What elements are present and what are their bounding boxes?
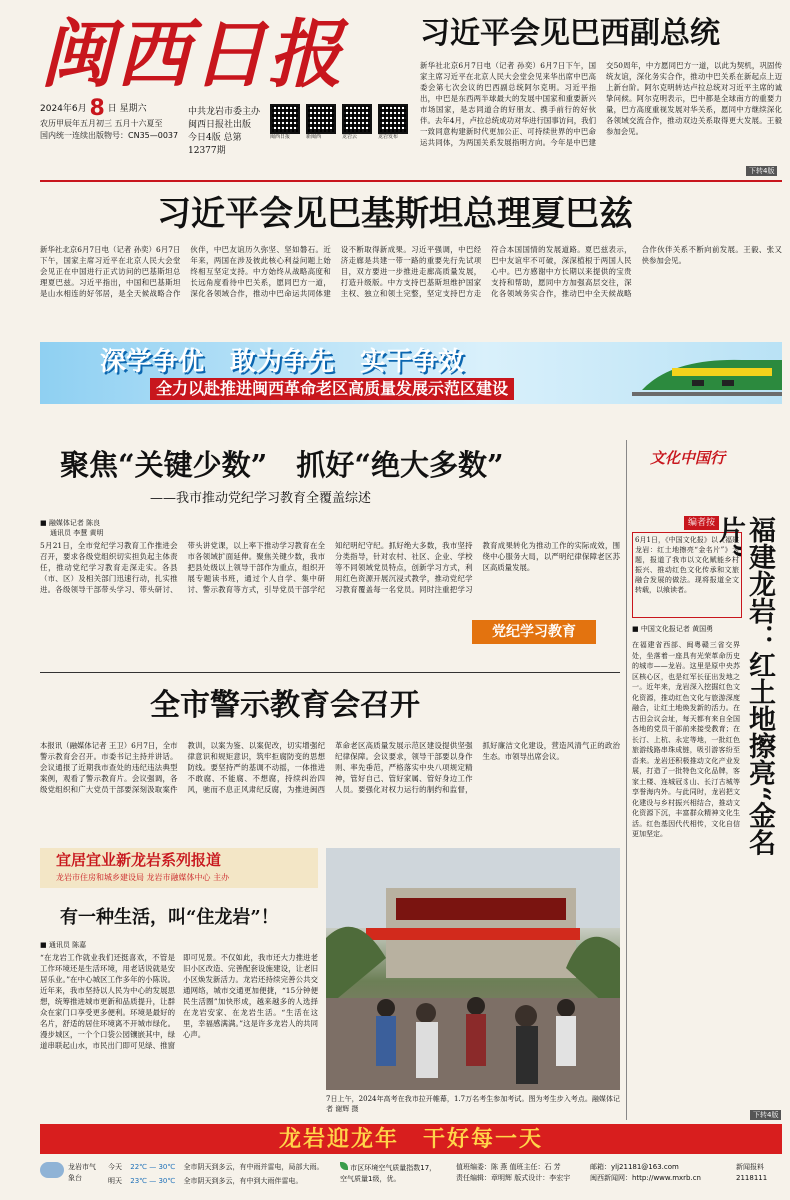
banner-line-2: 全力以赴推进闽西革命老区高质量发展示范区建设 [150, 378, 514, 400]
meeting-headline[interactable]: 全市警示教育会召开 [150, 688, 420, 723]
date-day: 8 [89, 96, 105, 121]
series-body [40, 952, 318, 1112]
editor-line-1: 值班编委：陈 燕 值班主任：石 芳 [456, 1163, 561, 1171]
sidebar-source: ■ 中国文化报记者 黄国勇 [632, 625, 714, 633]
qr-label: 闽西日报 [270, 134, 291, 140]
sidebar-body-text: 在福建省西部、闽粤赣三省交界处，坐落着一座具有光荣革命历史的城市——龙岩。这里是原中央苏区核心区，也是红军长征出发地之一。近年来，龙岩深入挖掘红色文化资源，推动红色文化与旅游深度融合，让红土地焕发新的活力。在古田会议会址，每天都有来自全国各地的党员干部前来接受教育；在长汀、上杭、永定等地，一批红色旅游线路串珠成链，吸引游客纷至沓来。龙岩还积极推动文化产业发展，打造了一批特色文化品牌，客家土楼、连城冠豸山、长汀古城等享誉海内外。与此同时，龙岩把文化建设与乡村振兴相结合，推动文化资源下沉，丰富群众精神文化生活。红色基因代代相传，文化自信更加坚定。 [632, 641, 740, 838]
series-box [40, 848, 318, 888]
qr-code-icon [270, 104, 300, 134]
top-story-headline[interactable]: 习近平会见巴西副总统 [420, 16, 720, 51]
weather-tomorrow-row [108, 1176, 302, 1187]
leaf-icon [340, 1162, 348, 1170]
editor-info [456, 1162, 586, 1184]
feature-text: 5月21日，全市党纪学习教育工作推进会召开，要求各级党组织切实担负起主体责任，推动党纪学习教育走深走实。各县（市、区）及相关部门迅速行动，扎实推进。各级领导干部带头学习、带头研讨、带头讲党课，以上率下推动学习教育在全市各领域扩面延伸。聚焦关键少数，我市把县处级以上领导干部作为重点，组织开展专题读书班，通过个人自学、集中研讨、警示教育等方式，引导党员干部学纪知纪明纪守纪。抓好绝大多数，我市坚持分类指导，针对农村、社区、企业、学校等不同领域党员特点，创新学习方式，利用红色资源开展沉浸式教学，推动党纪学习教育覆盖每一名党员。同时注重把学习教育成果转化为推动工作的实际成效，围绕中心服务大局，以严明纪律保障老区苏区高质量发展。 [40, 541, 620, 594]
byline-reporter: ■ 融媒体记者 陈良 [40, 519, 101, 527]
hotline-number[interactable]: 2118111 [736, 1174, 768, 1182]
meeting-body [40, 740, 620, 836]
sidebar-title[interactable]: 福建龙岩：红土地擦亮“金名片” [714, 516, 775, 856]
feature-headline[interactable]: 聚焦“关键少数” 抓好“绝大多数” [60, 448, 504, 482]
story-two-headline[interactable]: 习近平会见巴基斯坦总理夏巴兹 [157, 194, 633, 234]
top-story-continued[interactable]: 下转4版 [746, 166, 777, 176]
feature-subhead: ——我市推动党纪学习教育全覆盖综述 [150, 491, 372, 506]
series-sponsors: 龙岩市住房和城乡建设局 龙岩市融媒体中心 主办 [56, 873, 230, 882]
editor-note-tag: 编者按 [684, 516, 719, 530]
issn: 国内统一连续出版物号：CN35—0037 [40, 131, 179, 140]
qr-code-icon [306, 104, 336, 134]
series-headline[interactable]: 有一种生活，叫“住龙岩”！ [60, 907, 279, 928]
series-text: “在龙岩工作就业我们还挺喜欢，不管是工作环境还是生活环境，用老话说就是安居乐业。”在中心城区工作多年的小陈说。近年来，我市坚持以人民为中心的发展思想，统筹推进城市更新和品质提升，让群众在家门口享受更多便利。环境是最好的名片，舒适的居住环境离不开城市绿化。漫步城区，一个个口袋公园镶嵌其中，绿道串联起山水，市民出门即可见绿、推窗即可见景。不仅如此，我市还大力推进老旧小区改造、完善配套设施建设，让老旧小区焕发新活力。龙岩还持续完善公共交通网络，城市交通更加便捷，“15分钟便民生活圈”加快形成，越来越多的人选择在龙岩安家、在龙岩生活。“生活在这里，幸福感满满。”这是许多龙岩人的共同心声。 [40, 953, 318, 1050]
logo-text: 闽西日报 [40, 12, 344, 98]
qr-item[interactable] [342, 104, 372, 152]
qr-label: 龙岩发布 [378, 134, 399, 140]
photo-scene-icon [326, 848, 620, 1090]
qr-label: 新闽西 [306, 134, 322, 140]
photo-caption-text: 7日上午，2024年高考在我市拉开帷幕，1.7万名考生参加考试。图为考生步入考点。融媒体记者 谢辉 摄 [326, 1095, 620, 1113]
sidebar-body [632, 640, 740, 1080]
date-line: 2024年6月 [40, 104, 87, 114]
qr-item[interactable] [306, 104, 336, 152]
qr-label: 龙岩云 [342, 134, 358, 140]
footer-banner [40, 1124, 782, 1154]
story-two-text: 新华社北京6月7日电（记者 孙奕）6月7日下午，国家主席习近平在北京人民大会堂会见正在中国进行正式访问的巴基斯坦总理夏巴兹。习近平指出，中国和巴基斯坦是山水相连的好邻居，是全天候战略合作伙伴，中巴友谊历久弥坚、坚如磐石。近年来，两国在涉及彼此核心利益问题上始终相互坚定支持。中方始终从战略高度和长远角度看待中巴关系，愿同巴方一道，深化各领域合作，推动中巴命运共同体建设不断取得新成果。习近平强调，中巴经济走廊是共建一带一路的重要先行先试项目，双方要进一步推进走廊高质量发展，打造升级版。中方支持巴基斯坦维护国家主权、独立和领土完整，坚定支持巴方走符合本国国情的发展道路。夏巴兹表示，巴中友谊牢不可破，深深植根于两国人民心中。巴方感谢中方长期以来提供的宝贵支持和帮助，愿同中方加强高层交往，深化各领域务实合作，推动巴中全天候战略合作伙伴关系不断向前发展。王毅、张又侠参加会见。 [40, 245, 782, 298]
weather-tomorrow-desc: 全市阴天到多云，有中到大雨伴雷电。 [183, 1177, 303, 1185]
photo-caption [326, 1094, 620, 1118]
publisher-line-2: 闽西日报社出版 [188, 120, 252, 130]
publisher-line-1: 中共龙岩市委主办 [188, 107, 261, 117]
contact-web[interactable]: 闽西新闻网：http://www.mxrb.cn [590, 1174, 701, 1182]
banner-line-1: 深学争优 敢为争先 实干争效 [100, 347, 465, 377]
culture-seal: 文化中国行 [650, 449, 726, 467]
slogan-banner [40, 342, 782, 404]
weather-label: 龙岩市气象台 [68, 1163, 96, 1182]
weekday: 日 星期六 [107, 104, 147, 114]
news-photo[interactable] [326, 848, 620, 1090]
qr-code-icon [342, 104, 372, 134]
meeting-text: 本报讯（融媒体记者 王卫）6月7日，全市警示教育会召开。市委书记主持并讲话。会议通报了近期我市查处的违纪违法典型案例，观看了警示教育片。会议强调，各级党组织和广大党员干部要深刻汲取案件教训，以案为鉴、以案促改，切实增强纪律意识和规矩意识，筑牢拒腐防变的思想防线。要坚持严的基调不动摇，一体推进不敢腐、不能腐、不想腐，持续纠治四风，驰而不息正风肃纪反腐，为推进闽西革命老区高质量发展示范区建设提供坚强纪律保障。会议要求，领导干部要以身作则、率先垂范，严格落实中央八项规定精神，管好自己、管好家属、管好身边工作人员。要强化对权力运行的制约和监督，抓好廉洁文化建设，营造风清气正的政治生态。市领导出席会议。 [40, 741, 620, 794]
series-title: 宜居宜业新龙岩系列报道 [56, 851, 222, 869]
feature-tag[interactable]: 党纪学习教育 [472, 620, 596, 644]
contact-email[interactable]: 邮箱：ylj21181@163.com [590, 1163, 679, 1171]
masthead-dateline [40, 96, 190, 142]
train-illustration [632, 350, 782, 400]
weather-panel [40, 1160, 360, 1196]
weather-today-desc: 全市阴天到多云，有中雨并雷电，局部大雨。 [183, 1163, 324, 1171]
top-story-body [420, 60, 782, 174]
weather-tomorrow-temp: 23℃ — 30℃ [130, 1177, 176, 1185]
feature-byline [40, 518, 160, 538]
sidebar-continued[interactable]: 下转4版 [750, 1110, 781, 1120]
hotline-label: 新闻报料 [736, 1163, 764, 1171]
weather-today-label: 今天 [108, 1163, 122, 1171]
series-byline: ■ 通讯员 陈嘉 [40, 941, 87, 949]
qr-codes [270, 104, 410, 152]
top-story-text: 新华社北京6月7日电（记者 孙奕）6月7日下午，国家主席习近平在北京人民大会堂会见来华出席中巴高委会第七次会议的巴西副总统阿尔克明。习近平指出，中巴是东西两半球最大的发展中国家和重要新兴市场国家，是志同道合的好朋友、携手前行的好伙伴。去年4月，卢拉总统成功对华进行国事访问，我们一致同意构建新时代更加公正、可持续世界的中巴命运共同体，为两国关系发展指明方向。今年是中巴建交50周年，中方愿同巴方一道，以此为契机，巩固传统友谊，深化务实合作，推动中巴关系在新起点上迈上新台阶。阿尔克明转达卢拉总统对习近平主席的诚挚问候。阿尔克明表示，巴中都是全球南方的重要力量，巴方高度重视发展对华关系，愿同中方继续深化各领域交流合作，推动双边关系取得更大发展。王毅参加会见。 [420, 61, 782, 147]
qr-code-icon [378, 104, 408, 134]
editor-line-2: 责任编辑：章明辉 版式设计：李宏宇 [456, 1174, 571, 1182]
weather-tomorrow-label: 明天 [108, 1177, 122, 1185]
qr-item[interactable] [270, 104, 300, 152]
lunar-date: 农历甲辰年五月初三 五月十六夏至 [40, 119, 163, 128]
weather-today-temp: 22℃ — 30℃ [130, 1163, 176, 1171]
air-quality: 市区环境空气质量指数17，空气质量1级，优。 [340, 1164, 437, 1183]
feature-body [40, 540, 620, 666]
masthead-logo [40, 10, 370, 100]
byline-correspondent: 通讯员 李慧 黄明 [50, 529, 104, 537]
cloud-icon [40, 1162, 64, 1178]
contact-info [590, 1162, 720, 1184]
footer-banner-text: 龙岩迎龙年 干好每一天 [278, 1126, 543, 1152]
qr-item[interactable] [378, 104, 408, 152]
story-two-body [40, 244, 782, 336]
news-hotline [736, 1162, 782, 1184]
masthead-publisher [188, 106, 268, 158]
sidebar-intro-text: 6月1日，《中国文化报》以《福建龙岩：红土地擦亮“金名片”》为题，报道了我市以文化赋能乡村振兴、推动红色文化传承和文旅融合发展的做法。现将报道全文转载，以飨读者。 [635, 536, 739, 594]
publisher-line-3: 今日4版 总第12377期 [188, 133, 242, 156]
weather-today-row [108, 1162, 323, 1173]
